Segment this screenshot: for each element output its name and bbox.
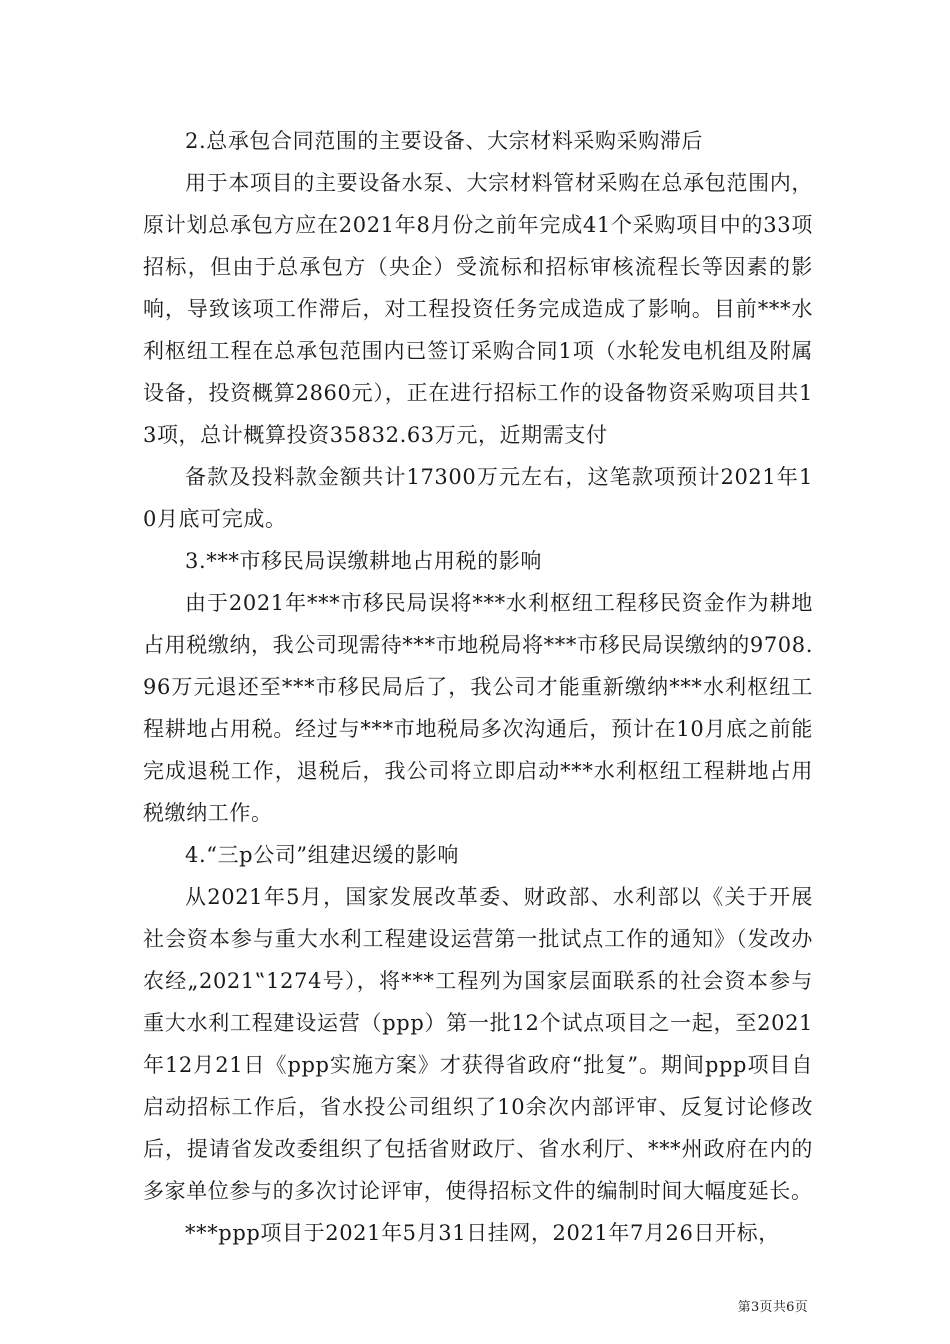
document-body — [143, 120, 813, 1254]
section-heading-3: 3.***市移民局误缴耕地占用税的影响 — [185, 549, 542, 573]
paragraph-land-tax: 由于2021年***市移民局误将***水利枢纽工程移民资金作为耕地占用税缴纳，我公司现需待***市地税局将***市移民局误缴纳的9708.96万元退还至***市移民局后了，我公司才能重新缴纳***水利枢纽工程耕地占用税。经过与***市地税局多次沟通后，预计在10月底之前能完成退税工作，退税后，我公司将立即启动***水利枢纽工程耕地占用税缴纳工作。 — [143, 591, 813, 825]
paragraph-ppp-listing: ***ppp项目于2021年5月31日挂网，2021年7月26日开标， — [185, 1221, 780, 1245]
section-heading-2: 2.总承包合同范围的主要设备、大宗材料采购采购滞后 — [185, 129, 704, 153]
page-number-footer: 第3页共6页 — [737, 1300, 808, 1315]
paragraph-ppp-company: 从2021年5月，国家发展改革委、财政部、水利部以《关于开展社会资本参与重大水利工程建设运营第一批试点工作的通知》（发改办农经„2021‟1274号），将***工程列为国家层面联系的社会资本参与重大水利工程建设运营（ppp）第一批12个试点项目之一起，至2021年12月21日《ppp实施方案》才获得省政府“批复”。期间ppp项目自启动招标工作后，省水投公司组织了10余次内部评审、反复讨论修改后，提请省发改委组织了包括省财政厅、省水利厅、***州政府在内的多家单位参与的多次讨论评审，使得招标文件的编制时间大幅度延长。 — [143, 885, 813, 1203]
paragraph-procurement-delay: 用于本项目的主要设备水泵、大宗材料管材采购在总承包范围内，原计划总承包方应在2021年8月份之前年完成41个采购项目中的33项招标，但由于总承包方（央企）受流标和招标审核流程长等因素的影响，导致该项工作滞后，对工程投资任务完成造成了影响。目前***水利枢纽工程在总承包范围内已签订采购合同1项（水轮发电机组及附属设备，投资概算2860元），正在进行招标工作的设备物资采购项目共13项，总计概算投资35832.63万元，近期需支付 — [143, 171, 813, 447]
paragraph-procurement-payment: 备款及投料款金额共计17300万元左右，这笔款项预计2021年10月底可完成。 — [143, 465, 813, 531]
section-heading-4: 4.“三p公司”组建迟缓的影响 — [185, 843, 459, 867]
